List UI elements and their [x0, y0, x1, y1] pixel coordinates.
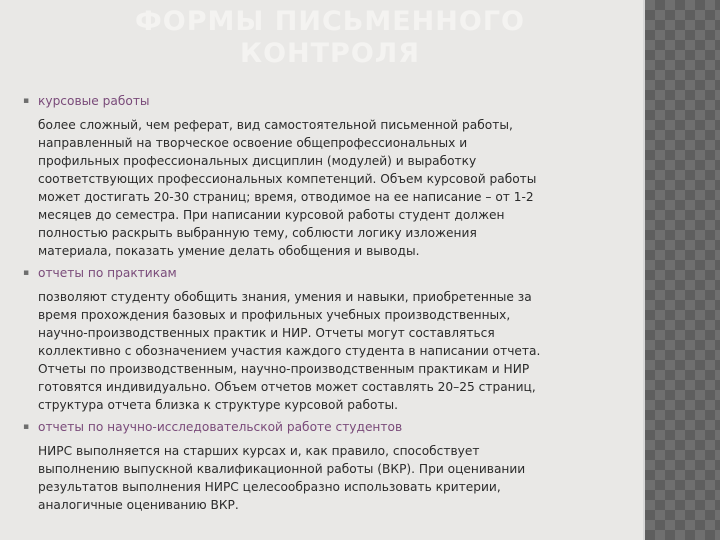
list-item-heading: отчеты по научно-исследовательской работе студентов [38, 420, 403, 434]
list-item-body: более сложный, чем реферат, вид самостоятельной письменной работы, направленный на творческое освоение общепрофессиональных и профильных профессиональных дисциплин (модулей) и выработку соответствующих профессиональных компетенций. Объем курсовой работы может достигать 20-30 страниц; время, отводимое на ее написание – от 1-2 месяцев до семестра. При написании курсовой работы студент должен полностью раскрыть выбранную тему, соблюсти логику изложения материала, показать умение делать обобщения и выводы. [38, 118, 537, 258]
slide-title: ФОРМЫ ПИСЬМЕННОГО КОНТРОЛЯ [135, 6, 525, 69]
list-item [22, 264, 632, 414]
bullet-icon: ▪ [23, 268, 30, 278]
list-item [22, 92, 632, 260]
bullet-list [22, 92, 632, 514]
list-item-body: НИРС выполняется на старших курсах и, как правило, способствует выполнению выпускной квалификационной работы (ВКР). При оценивании результатов выполнения НИРС целесообразно использовать критерии, аналогичные оцениванию ВКР. [38, 444, 526, 512]
list-item-heading: отчеты по практикам [38, 266, 177, 280]
list-item-body: позволяют студенту обобщить знания, умения и навыки, приобретенные за время прохождения базовых и профильных учебных производственных, научно-производственных практик и НИР. Отчеты могут составляться коллективно с обозначением участия каждого студента в написании отчета. Отчеты по производственным, научно-производственным практикам и НИР готовятся индивидуально. Объем отчетов может составлять 20–25 страниц, структура отчета близка к структуре курсовой работы. [38, 290, 541, 412]
decorative-pattern [643, 0, 720, 540]
list-item [22, 418, 632, 514]
bullet-icon: ▪ [23, 422, 30, 432]
bullet-icon: ▪ [23, 96, 30, 106]
list-item-heading: курсовые работы [38, 94, 150, 108]
